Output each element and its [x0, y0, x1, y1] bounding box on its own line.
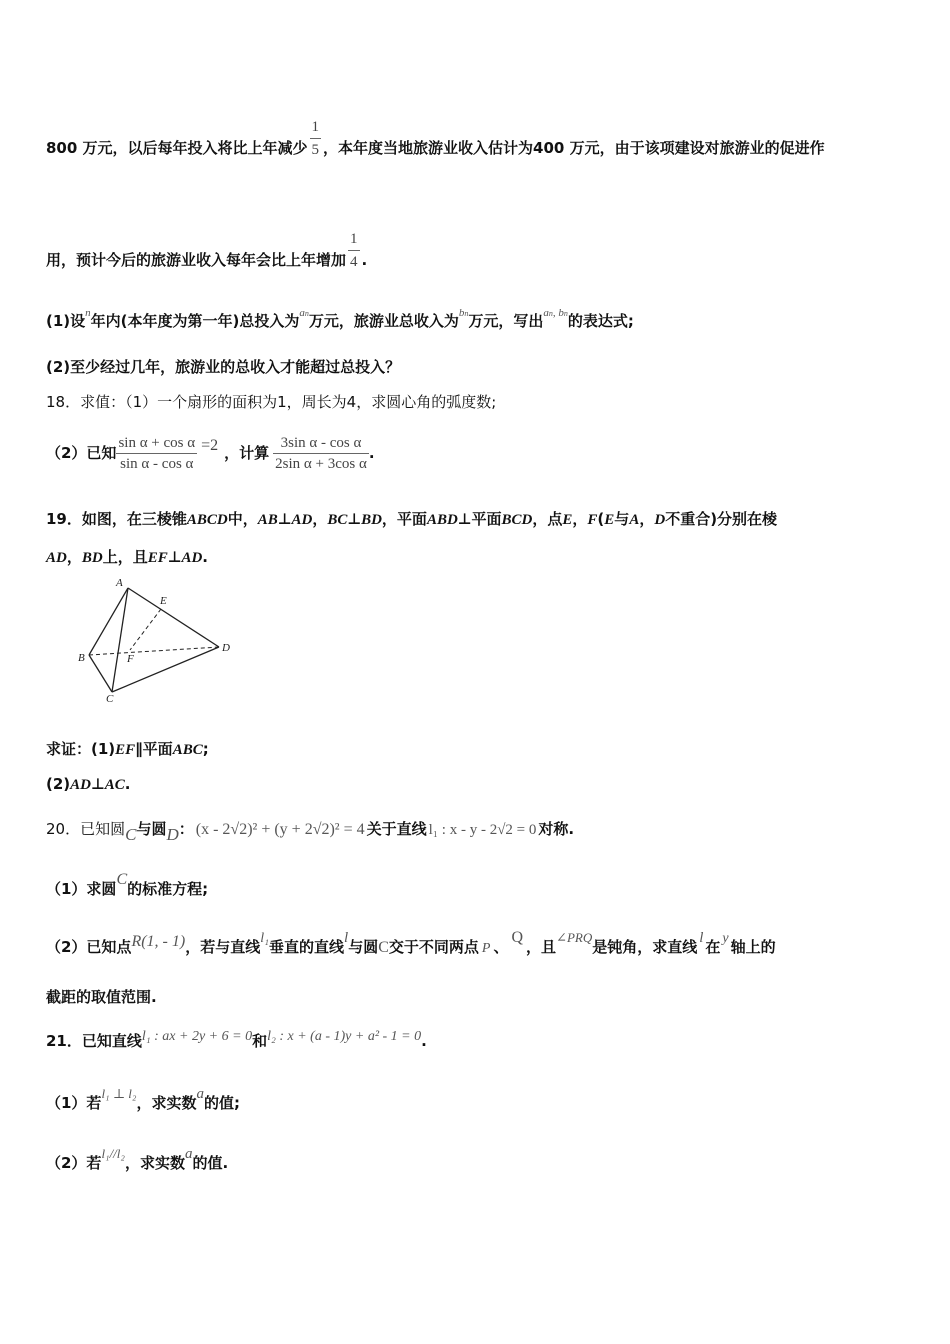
p19-text: 求证：(1)	[46, 740, 116, 758]
p21-question1	[46, 1086, 240, 1115]
var-an-bn	[543, 307, 568, 319]
p20-text: （2）已知点	[46, 938, 132, 956]
subscript-n: n	[563, 309, 568, 318]
var-C: C	[116, 871, 128, 888]
p17-line2	[46, 231, 368, 283]
p19-text: ，	[312, 510, 328, 528]
p19-proof1	[46, 738, 209, 761]
p17-text: .	[361, 251, 368, 269]
p20-text: ：	[178, 820, 194, 838]
var-BC: BC	[327, 512, 348, 528]
var-A: A	[629, 512, 640, 528]
var-l1: l₁	[260, 931, 269, 946]
perp-symbol: ⊥	[457, 510, 472, 528]
point-R: R(1, - 1)	[131, 933, 186, 950]
segment-EF-hidden	[130, 609, 161, 650]
var-E: E	[604, 512, 615, 528]
p20-text: 的标准方程;	[127, 880, 209, 898]
p18-question2	[46, 433, 375, 473]
edge-AC	[112, 588, 128, 692]
p17-question2: (2)至少经过几年，旅游业的总收入才能超过总投入？	[46, 358, 401, 376]
p20-text: 交于不同两点	[388, 938, 479, 956]
var-an	[299, 307, 309, 319]
perp-symbol: ⊥	[91, 775, 105, 793]
p19-text: (	[597, 510, 605, 528]
var-AD: AD	[70, 777, 91, 793]
p17-q1-text: 万元，旅游业总收入为	[308, 312, 459, 330]
fraction-to-compute: $\frac{\text{3sin α - cos α}}{\text{2sin α + 3cos α}}$	[275, 435, 367, 472]
var-BD: BD	[361, 512, 382, 528]
p21-text: .	[421, 1032, 427, 1050]
p21-text: 21．已知直线	[46, 1032, 142, 1050]
var-bn	[459, 307, 469, 319]
var-a: a	[184, 1146, 193, 1162]
p20-text: ，且	[526, 938, 557, 956]
var-E: E	[562, 512, 573, 528]
label-D: D	[222, 642, 230, 654]
var-l: l	[344, 930, 349, 946]
p17-q1-text: 年内(本年度为第一年)总投入为	[90, 312, 300, 330]
label-F: F	[127, 653, 134, 665]
fraction-one-fifth: $\frac{1}{5}$	[310, 116, 322, 161]
p20-text: 关于直线	[366, 820, 427, 838]
fraction-one-fourth: $\frac{1}{4}$	[348, 228, 360, 273]
p20-question2-cont: 截距的取值范围.	[46, 988, 157, 1006]
p21-text: ，求实数	[136, 1094, 197, 1112]
line-l1-equation: l₁ : x - y - 2√2 = 0	[428, 822, 537, 838]
edge-AD	[128, 588, 219, 647]
p21-text: 和	[252, 1032, 268, 1050]
p19-text: 上，且	[102, 548, 148, 566]
p19-line2	[46, 546, 208, 569]
p20-text: 是钝角，求直线	[592, 938, 698, 956]
var-b: b	[458, 307, 465, 319]
var-AD: AD	[291, 512, 313, 528]
p20-text: 垂直的直线	[269, 938, 345, 956]
var-b: , b	[552, 307, 564, 319]
circle-D-equation: (x - 2√2)² + (y + 2√2)² = 4	[195, 821, 365, 838]
p19-text: 中，	[227, 510, 258, 528]
p20-text: 、	[493, 938, 509, 956]
var-AD: AD	[46, 550, 67, 566]
var-EF: EF	[115, 742, 136, 758]
p19-text: ，	[66, 548, 82, 566]
p19-text: 平面	[471, 510, 502, 528]
p17-text: 用，预计今后的旅游业收入每年会比上年增加	[46, 251, 347, 269]
p21-text: 的值;	[203, 1094, 240, 1112]
label-E: E	[160, 595, 167, 607]
p20-text: 轴上的	[730, 938, 776, 956]
p17-question1	[46, 307, 634, 335]
label-A: A	[116, 577, 123, 589]
p21-text: ，求实数	[124, 1154, 185, 1172]
var-a: a	[196, 1086, 204, 1102]
p19-text: 与	[614, 510, 630, 528]
p20-question1	[46, 871, 209, 901]
perp-symbol: ⊥	[167, 548, 182, 566]
var-n: n	[85, 307, 91, 319]
p18-text: .	[368, 444, 375, 462]
p17-text: ，本年度当地旅游业收入估计为400 万元，由于该项建设对旅游业的促进作	[323, 139, 825, 157]
var-EF: EF	[147, 550, 168, 566]
p20-line1	[46, 818, 575, 844]
p18-text: ，计算	[224, 444, 270, 462]
var-BD: BD	[81, 550, 103, 566]
p19-text: .	[202, 548, 208, 566]
var-AC: AC	[104, 777, 125, 793]
edge-BD-hidden	[89, 647, 219, 655]
p21-text: （2）若	[46, 1154, 102, 1172]
p20-text: （1）求圆	[46, 880, 117, 898]
var-AB: AB	[257, 512, 278, 528]
edge-AB	[89, 588, 128, 655]
perpendicular-relation: l₁ ⊥ l₂	[101, 1086, 137, 1101]
label-C: C	[106, 693, 114, 705]
p20-text: 与圆	[348, 938, 379, 956]
var-ABCD: ABCD	[186, 512, 228, 528]
p19-text: 平面	[142, 740, 173, 758]
equals-two: =2	[201, 437, 219, 454]
perp-symbol: ⊥	[277, 510, 292, 528]
var-D: D	[654, 512, 666, 528]
p20-question2	[46, 929, 776, 960]
p20-text: 对称.	[538, 820, 575, 838]
label-B: B	[78, 652, 85, 664]
line-l2-equation: l₂ : x + (a - 1)y + a² - 1 = 0	[267, 1029, 422, 1044]
var-Q: Q	[511, 929, 524, 946]
line-l1-equation: l₁ : ax + 2y + 6 = 0	[141, 1029, 253, 1044]
tetrahedron-figure	[74, 574, 244, 708]
var-F: F	[587, 512, 598, 528]
var-l: l	[699, 930, 704, 946]
var-BCD: BCD	[501, 512, 533, 528]
p21-text: （1）若	[46, 1094, 102, 1112]
p21-text: 的值.	[192, 1154, 229, 1172]
p19-text: .	[124, 775, 131, 793]
angle-PRQ: ∠PRQ	[556, 930, 593, 945]
var-y: y	[722, 931, 729, 946]
p19-text: ，	[572, 510, 588, 528]
p17-q1-text: (1)设	[46, 312, 86, 330]
p21-question2	[46, 1146, 229, 1175]
subscript-n: n	[464, 309, 469, 318]
var-P: P	[481, 941, 491, 956]
p20-text: 与圆	[136, 820, 167, 838]
parallel-relation: l₁//l₂	[101, 1146, 125, 1161]
p19-text: ，	[639, 510, 655, 528]
var-C: C	[378, 939, 389, 956]
subscript-n: n	[548, 309, 553, 318]
var-a: a	[543, 307, 549, 319]
p19-text: ;	[202, 740, 209, 758]
subscript-n: n	[304, 309, 309, 318]
p17-q1-text: 万元，写出	[468, 312, 544, 330]
p20-text: 在	[705, 938, 721, 956]
p18-text: （2）已知	[46, 444, 117, 462]
var-AD: AD	[181, 550, 203, 566]
p17-line1	[46, 119, 825, 171]
p19-text: (2)	[46, 775, 71, 793]
perp-symbol: ⊥	[347, 510, 362, 528]
var-C: C	[125, 825, 137, 844]
fraction-sin-cos-ratio: $\frac{\text{sin α + cos α}}{\text{sin α - cos α}}$	[118, 435, 196, 472]
parallel-symbol: ∥	[135, 740, 143, 758]
p19-line1	[46, 508, 777, 531]
p19-text: 不重合)分别在棱	[665, 510, 778, 528]
p20-text: ，若与直线	[185, 938, 261, 956]
p19-text: ，平面	[381, 510, 427, 528]
var-ABC: ABC	[172, 742, 203, 758]
p17-q1-text: 的表达式;	[567, 312, 634, 330]
p19-proof2	[46, 773, 130, 796]
p20-text: 20．已知圆	[46, 820, 126, 838]
p18-line1: 18．求值：（1）一个扇形的面积为1，周长为4，求圆心角的弧度数;	[46, 393, 497, 411]
var-D: D	[166, 825, 179, 844]
var-a: a	[299, 307, 305, 319]
var-ABD: ABD	[426, 512, 458, 528]
p17-text: 800 万元，以后每年投入将比上年减少	[46, 139, 308, 157]
edge-BC	[89, 655, 112, 692]
p19-text: 19．如图，在三棱锥	[46, 510, 187, 528]
p21-line1	[46, 1030, 427, 1054]
p19-text: ，点	[532, 510, 563, 528]
